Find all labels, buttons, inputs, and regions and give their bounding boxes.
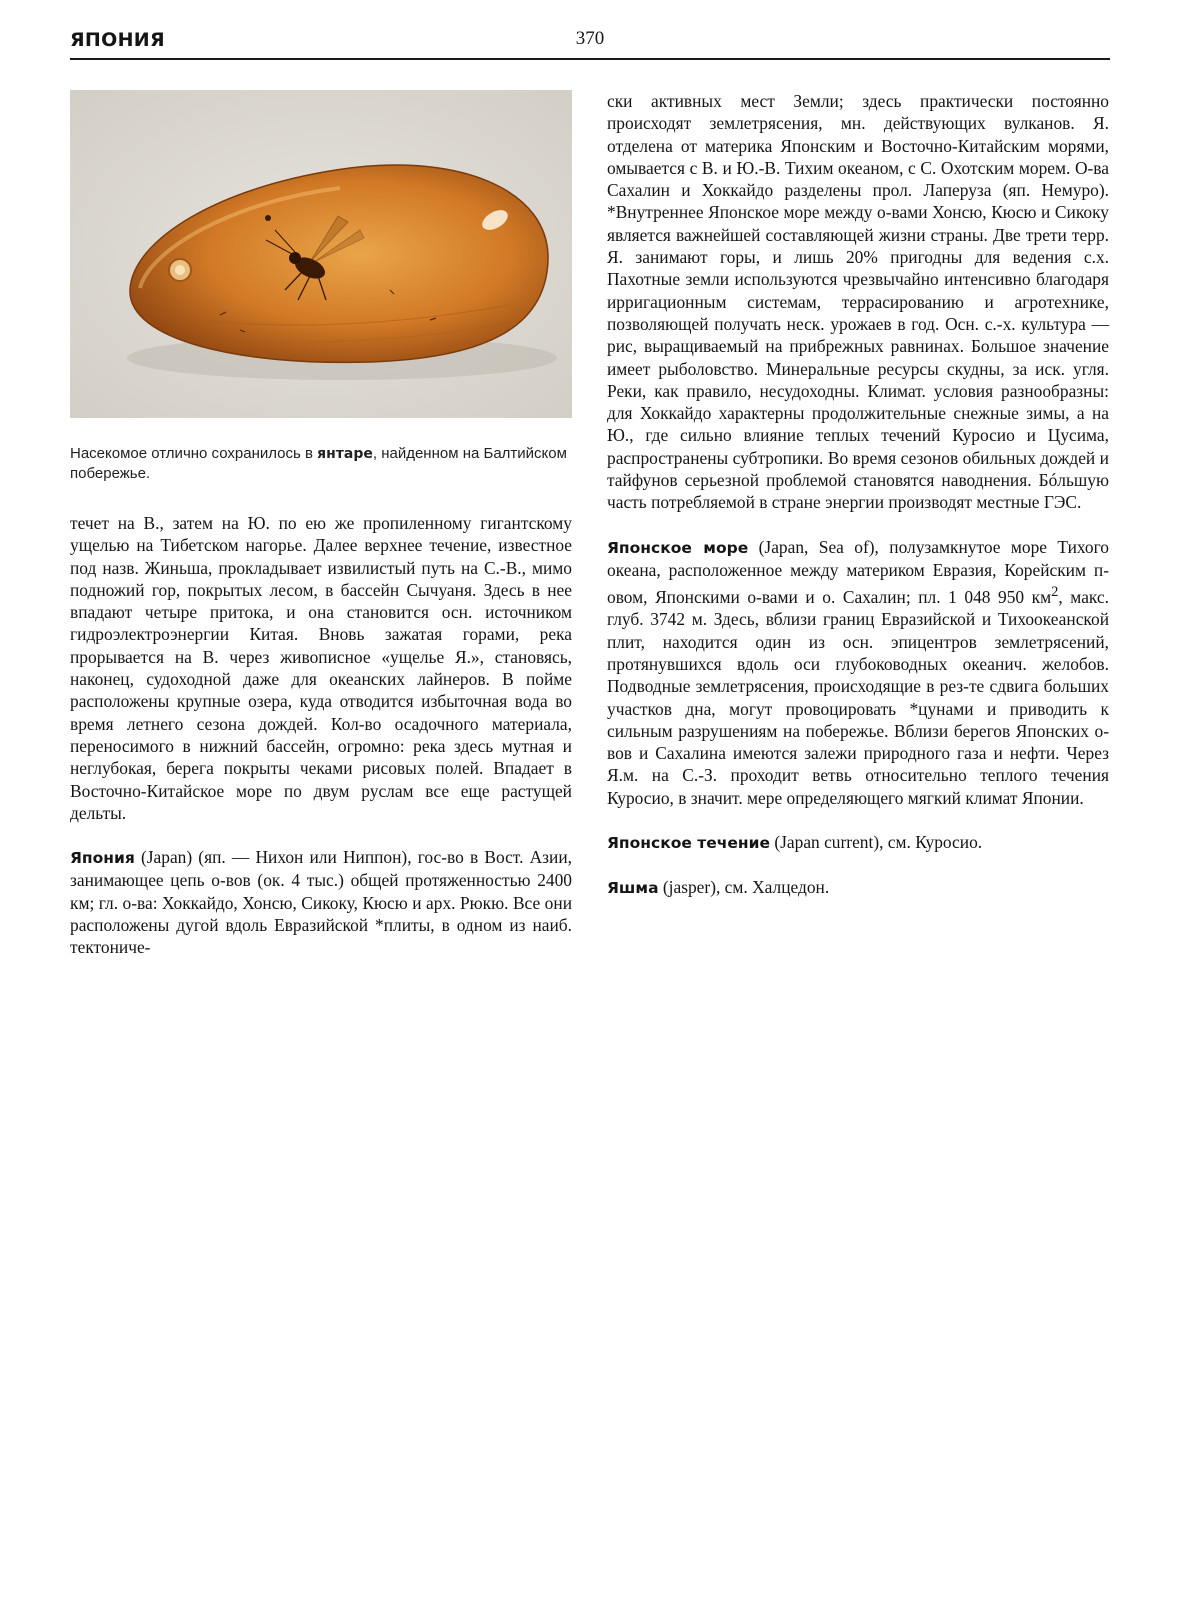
entry-japan <box>70 846 572 958</box>
entry-sea-superscript: 2 <box>1051 584 1059 601</box>
page-header <box>70 22 1110 60</box>
entry-japan-current <box>607 831 1109 854</box>
left-column <box>70 90 572 959</box>
yangtze-continuation: течет на В., затем на Ю. по ею же пропиленному гигантскому ущелью на Тибетском нагорье. Далее верхнее течение, известное под назв. Жиньша, прокладывает извилистый путь на С.-В., мимо подножий гор, покрытых лесом, в бассейн Сычуаня. Здесь в нее впадают четыре притока, и она становится осн. источником гидроэлектроэнергии Китая. Вновь зажатая горами, река прорывается на В. через живописное «ущелье Я.», становясь, наконец, судоходной даже для океанских лайнеров. В пойме расположены крупные озера, куда отводится избыточная вода во время летнего сезона дождей. Кол-во осадочного материала, переносимого в нижний бассейн, огромно: река здесь мутная и неглубокая, берега покрыты чеками рисовых полей. Впадает в Восточно-Китайское море по двум руслам все еще растущей дельты. <box>70 513 572 823</box>
entry-sea-text-2: , макс. глуб. 3742 м. Здесь, вблизи границ Евразийской и Тихоокеанской плит, находится один из осн. эпицентров землетрясений, протянувшихся вдоль оси глубоководных океанич. желобов. Подводные землетрясения, происходящие в рез-те сдвига больших участков дна, могут провоцировать *цунами и приводить к сильным разрушениям на побережье. Вблизи берегов Японских о-вов и Сахалина имеются залежи природного газа и нефти. Через Я.м. на С.-З. проходит ветвь относительно теплого течения Куросио, в значит. мере определяющего мягкий климат Японии. <box>607 587 1109 808</box>
entry-japan-text: (Japan) (яп. — Нихон или Ниппон), гос-во в Вост. Азии, занимающее цепь о-вов (ок. 4 тыс.) общей протяженностью 2400 км; гл. о-ва: Хоккайдо, Хонсю, Сикоку, Кюсю и арх. Рюкю. Все они расположены дугой вдоль Евразийской *плиты, в одном из наиб. тектониче- <box>70 847 572 958</box>
entry-sea-headword: Японское море <box>607 538 749 557</box>
entry-current-headword: Японское течение <box>607 834 770 852</box>
right-column <box>607 90 1109 900</box>
entry-jasper <box>607 876 1109 899</box>
caption-text-start: Насекомое отлично сохранилось в <box>70 445 318 462</box>
amber-insect-image <box>70 90 572 418</box>
figure-caption <box>70 444 572 484</box>
caption-bold-word: янтаре <box>317 446 373 462</box>
page-number: 370 <box>575 28 605 49</box>
entry-jasper-headword: Яшма <box>607 879 659 898</box>
entry-japan-headword: Япония <box>70 849 135 868</box>
header-title: ЯПОНИЯ <box>70 29 165 51</box>
entry-jasper-text: (jasper), см. Халцедон. <box>658 877 830 898</box>
entry-japan-continuation: ски активных мест Земли; здесь практически постоянно происходят землетрясения, мн. действующих вулканов. Я. отделена от материка Японским и Восточно-Китайским морями, омывается с В. и Ю.-В. Тихим океаном, с С. Охотским морем. О-ва Сахалин и Хоккайдо разделены прол. Лаперуза (яп. Немуро). *Внутреннее Японское море между о-вами Хонсю, Кюсю и Сикоку является важнейшей составляющей жизни страны. Две трети терр. Я. занимают горы, и лишь 20% пригодны для ведения с.х. Пахотные земли используются чрезвычайно интенсивно благодаря ирригационным системам, террасированию и агротехнике, позволяющей получать неск. урожаев в год. Осн. с.-х. культура — рис, выращиваемый на прибрежных равнинах. Большое значение имеет рыболовство. Минеральные ресурсы скудны, за иск. угля. Реки, как правило, несудоходны. Климат. условия разнообразны: для Хоккайдо характерны продолжительные снежные зимы, а на Ю., где сильно влияние теплых течений Куросио и Цусима, распространены субтропики. Во время сезонов обильных дождей и тайфунов серьезной проблемой становятся наводнения. Бóльшую часть потребляемой в стране энергии производят местные ГЭС. <box>607 91 1109 513</box>
entry-sea-text-1: (Japan, Sea of), полузамкнутое море Тихого океана, расположенное между материком Евразия, Корейским п-овом, Японскими о-вами и о. Сахалин; пл. 1 048 950 км <box>607 536 1109 608</box>
entry-sea-of-japan <box>607 536 1109 809</box>
caption-text-end: , найденном на Балтийском побережье. <box>70 445 567 482</box>
entry-current-text: (Japan current), см. Куросио. <box>770 832 983 852</box>
amber-photo <box>70 90 572 418</box>
